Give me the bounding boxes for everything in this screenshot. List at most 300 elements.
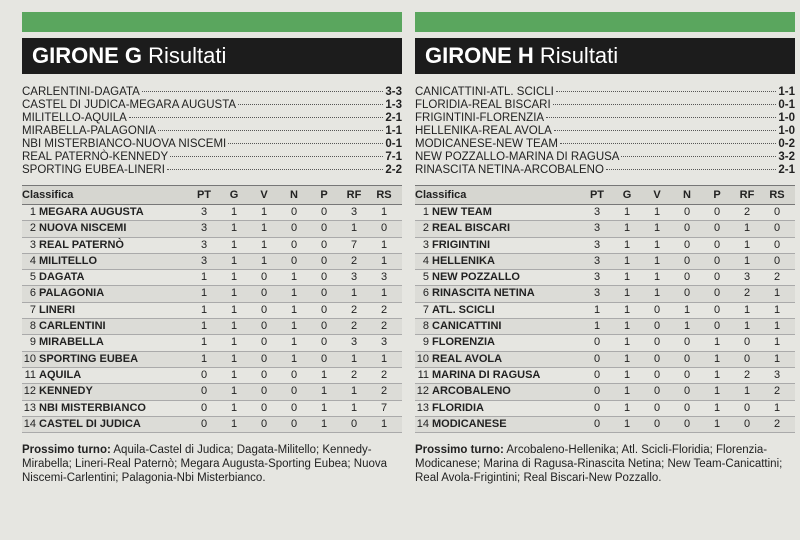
standings-table [415, 185, 795, 433]
stat-cell: 0 [290, 254, 298, 267]
stat-cell: 1 [653, 287, 661, 300]
match-score: 2-1 [778, 164, 795, 176]
stat-cell: 1 [350, 401, 358, 414]
stat-cell: 0 [683, 254, 691, 267]
stat-cell: 1 [200, 320, 208, 333]
stat-cell: 1 [743, 238, 751, 251]
dot-leader [158, 130, 383, 131]
team-position: 6 [422, 287, 429, 300]
stat-cell: 1 [200, 303, 208, 316]
stat-cell: 1 [623, 320, 631, 333]
stat-cell: 1 [230, 206, 238, 218]
team-name: NUOVA NISCEMI [39, 222, 127, 235]
stat-cell: 1 [290, 303, 298, 316]
match-teams: SPORTING EUBEA-LINERI [22, 164, 165, 176]
stat-cell: 3 [593, 238, 601, 251]
match-score: 1-0 [778, 125, 795, 137]
stat-cell: 3 [380, 336, 388, 349]
match-teams: FLORIDIA-REAL BISCARI [415, 99, 551, 111]
stat-cell: 1 [773, 287, 781, 300]
team-position: 13 [23, 401, 36, 414]
stat-cell: 2 [743, 287, 751, 300]
stat-cell: 0 [320, 336, 328, 349]
stat-cell: 0 [713, 287, 721, 300]
result-row [415, 112, 795, 125]
stat-cell: 1 [623, 206, 631, 218]
team-position: 8 [29, 320, 36, 333]
stat-cell: 2 [350, 320, 358, 333]
stat-cell: 0 [683, 336, 691, 349]
stat-cell: 1 [380, 254, 388, 267]
result-row [22, 164, 402, 177]
stat-cell: 1 [743, 385, 751, 398]
stat-cell: 3 [350, 336, 358, 349]
stat-cell: 2 [743, 368, 751, 381]
table-row [22, 319, 402, 335]
stat-cell: 0 [593, 417, 601, 430]
match-teams: REAL PATERNÒ-KENNEDY [22, 151, 169, 163]
stat-cell: 1 [623, 254, 631, 267]
stat-cell: 2 [350, 368, 358, 381]
match-score: 1-1 [385, 125, 402, 137]
result-row [22, 125, 402, 138]
match-teams: MIRABELLA-PALAGONIA [22, 125, 156, 137]
table-row [22, 270, 402, 286]
match-score: 7-1 [385, 151, 402, 163]
dot-leader [238, 104, 383, 105]
stat-cell: 1 [683, 320, 691, 333]
column-header: PT [196, 189, 212, 201]
stat-cell: 0 [200, 417, 208, 430]
next-round [415, 443, 795, 485]
stat-cell: 7 [350, 238, 358, 251]
team-position: 11 [24, 368, 36, 381]
standings-table [22, 185, 402, 433]
team-position: 2 [422, 222, 429, 235]
stat-cell: 0 [380, 222, 388, 235]
stat-cell: 0 [320, 254, 328, 267]
team-position: 14 [416, 417, 429, 430]
match-teams: MODICANESE-NEW TEAM [415, 138, 558, 150]
column-header: V [260, 189, 268, 201]
stat-cell: 0 [593, 352, 601, 365]
result-row [415, 138, 795, 151]
column-header: PT [589, 189, 605, 201]
stat-cell: 3 [200, 238, 208, 251]
table-row [22, 254, 402, 270]
stat-cell: 1 [773, 336, 781, 349]
stat-cell: 0 [320, 352, 328, 365]
team-name: REAL PATERNÒ [39, 238, 124, 251]
stat-cell: 1 [260, 222, 268, 235]
group-title: GIRONE H [425, 43, 534, 68]
stat-cell: 1 [230, 303, 238, 316]
stat-cell: 1 [653, 254, 661, 267]
stat-cell: 0 [200, 401, 208, 414]
stat-cell: 0 [593, 401, 601, 414]
stat-cell: 1 [623, 336, 631, 349]
stat-cell: 1 [713, 385, 721, 398]
team-name: AQUILA [39, 368, 82, 381]
stat-cell: 0 [713, 254, 721, 267]
column-header: G [229, 189, 239, 201]
stat-cell: 0 [653, 401, 661, 414]
team-position: 11 [417, 368, 429, 381]
stat-cell: 1 [230, 287, 238, 300]
stat-cell: 1 [380, 238, 388, 251]
results-list [22, 86, 402, 177]
stat-cell: 1 [320, 401, 328, 414]
dot-leader [556, 91, 777, 92]
stat-cell: 0 [260, 271, 268, 284]
stat-cell: 0 [260, 368, 268, 381]
stat-cell: 0 [260, 303, 268, 316]
stat-cell: 1 [200, 352, 208, 365]
stat-cell: 1 [713, 417, 721, 430]
stat-cell: 3 [350, 206, 358, 218]
stat-cell: 0 [653, 336, 661, 349]
column-header: G [622, 189, 632, 201]
stat-cell: 1 [623, 385, 631, 398]
stat-cell: 1 [623, 238, 631, 251]
result-row [415, 99, 795, 112]
stat-cell: 1 [230, 352, 238, 365]
stat-cell: 0 [653, 352, 661, 365]
table-row [415, 303, 795, 319]
stat-cell: 0 [683, 222, 691, 235]
stat-cell: 0 [683, 417, 691, 430]
team-name: REAL BISCARI [432, 222, 511, 235]
team-name: FRIGINTINI [432, 238, 491, 251]
result-row [22, 138, 402, 151]
table-row [22, 335, 402, 351]
team-position: 2 [29, 222, 36, 235]
stat-cell: 0 [683, 271, 691, 284]
stat-cell: 0 [290, 417, 298, 430]
stat-cell: 1 [653, 206, 661, 218]
table-row [415, 335, 795, 351]
stat-cell: 1 [623, 271, 631, 284]
stat-cell: 1 [713, 368, 721, 381]
stat-cell: 2 [350, 303, 358, 316]
team-name: MODICANESE [432, 417, 507, 430]
team-name: MIRABELLA [39, 336, 104, 349]
table-row [22, 303, 402, 319]
stat-cell: 1 [653, 271, 661, 284]
stat-cell: 0 [743, 352, 751, 365]
stat-cell: 1 [260, 238, 268, 251]
stat-cell: 1 [743, 254, 751, 267]
result-row [22, 112, 402, 125]
stat-cell: 1 [230, 417, 238, 430]
team-position: 7 [29, 303, 36, 316]
table-row [415, 401, 795, 417]
table-row [22, 417, 402, 433]
stat-cell: 1 [260, 254, 268, 267]
column-header: P [713, 189, 721, 201]
match-teams: CARLENTINI-DAGATA [22, 86, 140, 98]
stat-cell: 1 [743, 222, 751, 235]
stat-cell: 2 [380, 385, 388, 398]
stat-cell: 0 [290, 206, 298, 218]
team-name: ATL. SCICLI [432, 303, 495, 316]
classifica-label: Classifica [22, 189, 74, 201]
stat-cell: 0 [713, 303, 721, 316]
team-position: 14 [23, 417, 36, 430]
stat-cell: 1 [380, 206, 388, 218]
results-list [415, 86, 795, 177]
classifica-label: Classifica [415, 189, 467, 201]
team-position: 12 [23, 385, 36, 398]
match-teams: FRIGINTINI-FLORENZIA [415, 112, 545, 124]
dot-leader [167, 169, 383, 170]
stat-cell: 1 [593, 303, 601, 316]
stat-cell: 0 [320, 206, 328, 218]
stat-cell: 1 [743, 303, 751, 316]
stat-cell: 1 [230, 222, 238, 235]
stat-cell: 1 [380, 417, 388, 430]
team-position: 8 [422, 320, 429, 333]
stat-cell: 2 [380, 320, 388, 333]
dot-leader [606, 169, 776, 170]
table-row [415, 238, 795, 254]
stat-cell: 0 [713, 206, 721, 218]
stat-cell: 1 [350, 385, 358, 398]
team-name: SPORTING EUBEA [39, 352, 139, 365]
dot-leader [560, 143, 776, 144]
stat-cell: 1 [380, 287, 388, 300]
table-row [415, 417, 795, 433]
stat-cell: 1 [713, 336, 721, 349]
stat-cell: 0 [653, 303, 661, 316]
team-position: 1 [29, 206, 36, 218]
stat-cell: 2 [743, 206, 751, 218]
stat-cell: 0 [290, 238, 298, 251]
stat-cell: 1 [713, 401, 721, 414]
match-teams: CANICATTINI-ATL. SCICLI [415, 86, 554, 98]
stat-cell: 0 [320, 222, 328, 235]
match-teams: HELLENIKA-REAL AVOLA [415, 125, 552, 137]
next-round-label: Prossimo turno: [415, 444, 504, 457]
team-name: NBI MISTERBIANCO [39, 401, 146, 414]
team-position: 9 [29, 336, 36, 349]
column-header: RF [739, 189, 755, 201]
team-position: 3 [422, 238, 429, 251]
stat-cell: 1 [230, 385, 238, 398]
stat-cell: 1 [623, 401, 631, 414]
team-position: 4 [29, 254, 36, 267]
team-position: 10 [23, 352, 36, 365]
stat-cell: 1 [773, 320, 781, 333]
stat-cell: 3 [593, 206, 601, 218]
column-header: P [320, 189, 328, 201]
team-position: 5 [29, 271, 36, 284]
stat-cell: 1 [623, 368, 631, 381]
stat-cell: 1 [230, 368, 238, 381]
green-accent-bar [22, 12, 402, 32]
column-header: RS [769, 189, 785, 201]
stat-cell: 0 [320, 287, 328, 300]
table-row [22, 205, 402, 221]
stat-cell: 0 [683, 238, 691, 251]
stat-cell: 1 [683, 303, 691, 316]
team-name: PALAGONIA [39, 287, 105, 300]
stat-cell: 1 [623, 303, 631, 316]
team-name: KENNEDY [39, 385, 93, 398]
table-row [415, 205, 795, 221]
stat-cell: 0 [320, 271, 328, 284]
team-name: CARLENTINI [39, 320, 106, 333]
result-row [415, 125, 795, 138]
group-title: GIRONE G [32, 43, 143, 68]
table-row [415, 270, 795, 286]
stat-cell: 1 [230, 238, 238, 251]
stat-cell: 3 [773, 368, 781, 381]
girone-h-panel [415, 0, 795, 485]
result-row [415, 151, 795, 164]
match-score: 1-0 [778, 112, 795, 124]
team-name: MARINA DI RAGUSA [432, 368, 541, 381]
table-row [415, 319, 795, 335]
stat-cell: 0 [350, 417, 358, 430]
column-header: RF [346, 189, 362, 201]
table-row [22, 221, 402, 237]
next-round [22, 443, 402, 485]
team-name: LINERI [39, 303, 76, 316]
table-row [415, 368, 795, 384]
stat-cell: 0 [683, 401, 691, 414]
stat-cell: 0 [683, 368, 691, 381]
stat-cell: 1 [623, 417, 631, 430]
result-row [22, 86, 402, 99]
stat-cell: 0 [260, 320, 268, 333]
table-row [22, 286, 402, 302]
result-row [22, 151, 402, 164]
stat-cell: 0 [743, 417, 751, 430]
match-score: 1-3 [385, 99, 402, 111]
stat-cell: 1 [230, 320, 238, 333]
team-name: FLORENZIA [432, 336, 495, 349]
stat-cell: 2 [380, 368, 388, 381]
stat-cell: 1 [623, 352, 631, 365]
stat-cell: 1 [320, 368, 328, 381]
stat-cell: 1 [653, 222, 661, 235]
stat-cell: 0 [653, 385, 661, 398]
column-header: N [683, 189, 691, 201]
team-name: CASTEL DI JUDICA [39, 417, 141, 430]
match-teams: CASTEL DI JUDICA-MEGARA AUGUSTA [22, 99, 237, 111]
stat-cell: 3 [743, 271, 751, 284]
team-position: 5 [422, 271, 429, 284]
team-name: NEW POZZALLO [432, 271, 520, 284]
stat-cell: 1 [350, 222, 358, 235]
stat-cell: 1 [623, 287, 631, 300]
team-position: 3 [29, 238, 36, 251]
stat-cell: 1 [290, 352, 298, 365]
dot-leader [170, 156, 383, 157]
stat-cell: 0 [743, 336, 751, 349]
stat-cell: 1 [320, 417, 328, 430]
section-subtitle: Risultati [148, 43, 227, 68]
stat-cell: 1 [230, 271, 238, 284]
match-teams: RINASCITA NETINA-ARCOBALENO [415, 164, 604, 176]
match-score: 1-1 [778, 86, 795, 98]
stat-cell: 1 [230, 254, 238, 267]
stat-cell: 2 [773, 385, 781, 398]
table-row [22, 368, 402, 384]
team-position: 1 [422, 206, 429, 218]
section-subtitle: Risultati [539, 43, 619, 68]
stat-cell: 2 [350, 254, 358, 267]
stat-cell: 1 [623, 222, 631, 235]
stat-cell: 3 [200, 206, 208, 218]
stat-cell: 1 [290, 336, 298, 349]
team-name: REAL AVOLA [432, 352, 503, 365]
team-name: MILITELLO [39, 254, 98, 267]
stat-cell: 1 [200, 287, 208, 300]
team-name: HELLENIKA [432, 254, 495, 267]
standings-header [415, 186, 795, 205]
table-row [415, 286, 795, 302]
stat-cell: 1 [593, 320, 601, 333]
stat-cell: 0 [683, 206, 691, 218]
table-row [415, 352, 795, 368]
team-position: 4 [422, 254, 429, 267]
stat-cell: 1 [380, 352, 388, 365]
dot-leader [546, 117, 776, 118]
stat-cell: 1 [350, 287, 358, 300]
next-round-fixtures: Aquila-Castel di Judica; Dagata-Militello; Kennedy-Mirabella; Lineri-Real Paternò; Megara Augusta-Sporting Eubea; Nuova Niscemi-Carlentini; Palagonia-Nbi Misterbianco. [22, 444, 388, 485]
group-header [22, 38, 402, 74]
stat-cell: 0 [200, 368, 208, 381]
match-teams: NEW POZZALLO-MARINA DI RAGUSA [415, 151, 620, 163]
stat-cell: 1 [653, 238, 661, 251]
team-name: NEW TEAM [432, 206, 492, 218]
match-teams: MILITELLO-AQUILA [22, 112, 127, 124]
stat-cell: 1 [230, 336, 238, 349]
stat-cell: 2 [380, 303, 388, 316]
stat-cell: 0 [683, 287, 691, 300]
stat-cell: 0 [320, 320, 328, 333]
stat-cell: 1 [743, 320, 751, 333]
girone-g-panel [22, 0, 402, 485]
column-header: V [653, 189, 661, 201]
stat-cell: 1 [200, 271, 208, 284]
stat-cell: 0 [773, 238, 781, 251]
team-name: MEGARA AUGUSTA [39, 206, 144, 218]
stat-cell: 0 [260, 287, 268, 300]
stat-cell: 0 [320, 303, 328, 316]
stat-cell: 0 [713, 222, 721, 235]
stat-cell: 1 [773, 401, 781, 414]
table-row [22, 352, 402, 368]
stat-cell: 1 [230, 401, 238, 414]
stat-cell: 0 [773, 222, 781, 235]
table-row [415, 384, 795, 400]
next-round-fixtures: Arcobaleno-Hellenika; Atl. Scicli-Floridia; Florenzia-Modicanese; Marina di Ragusa-Rinascita Netina; New Team-Canicattini; Real Avola-Frigintini; Real Biscari-New Pozzallo. [415, 444, 783, 485]
team-position: 7 [422, 303, 429, 316]
team-position: 9 [422, 336, 429, 349]
stat-cell: 7 [380, 401, 388, 414]
standings-header [22, 186, 402, 205]
table-row [415, 221, 795, 237]
stat-cell: 1 [200, 336, 208, 349]
team-position: 13 [416, 401, 429, 414]
stat-cell: 0 [290, 368, 298, 381]
match-score: 0-1 [385, 138, 402, 150]
stat-cell: 1 [320, 385, 328, 398]
stat-cell: 0 [773, 206, 781, 218]
